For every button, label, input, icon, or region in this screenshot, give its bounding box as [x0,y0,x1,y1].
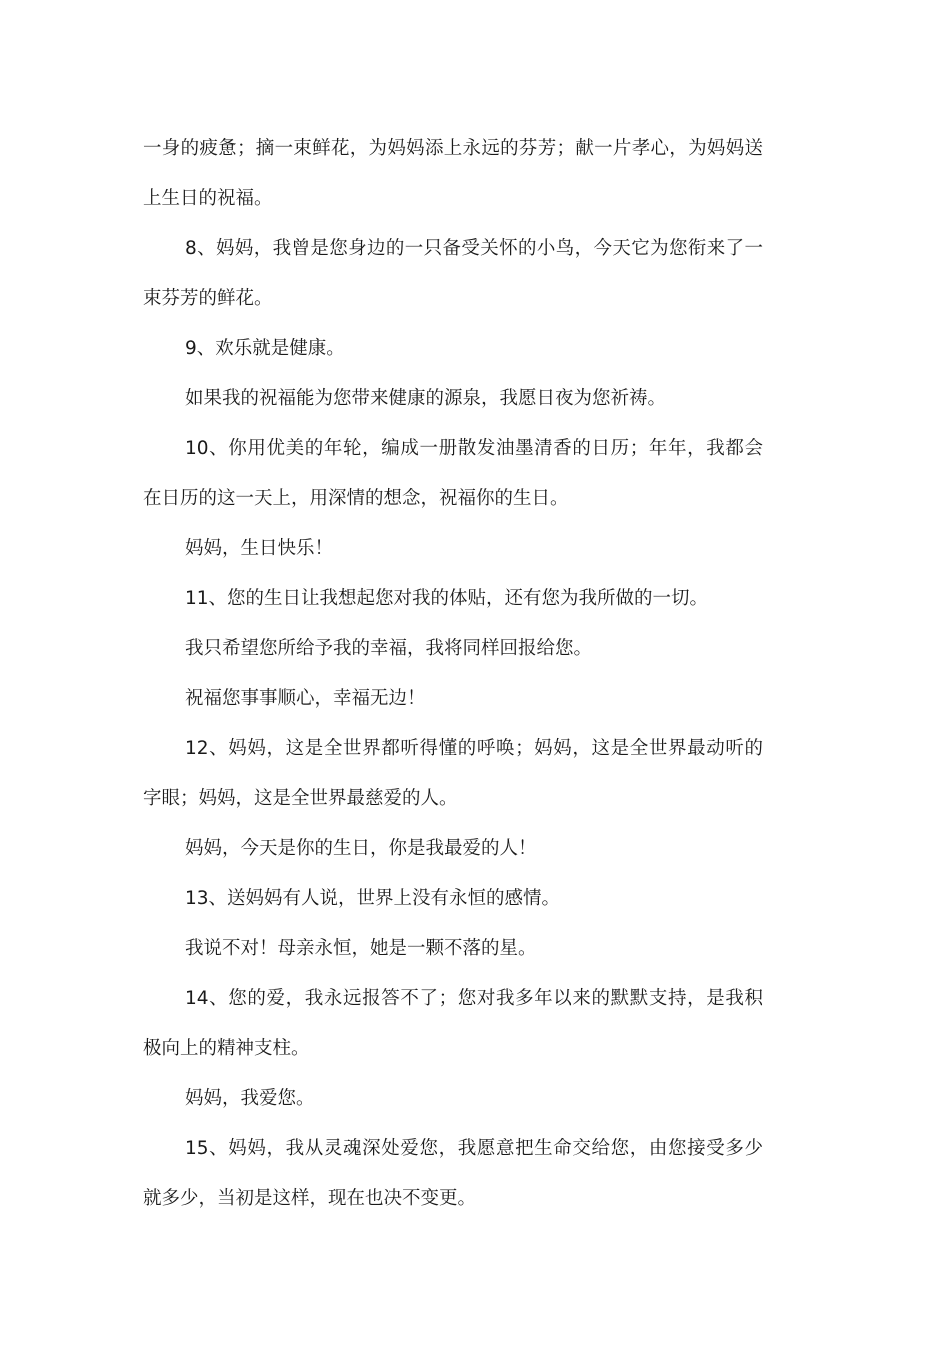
paragraph: 一身的疲惫；摘一束鲜花，为妈妈添上永远的芬芳；献一片孝心，为妈妈送上生日的祝福。 [143,138,763,209]
paragraph: 9、欢乐就是健康。 [185,338,345,359]
paragraph: 妈妈，我爱您。 [185,1088,315,1109]
paragraph: 祝福您事事顺心，幸福无边！ [185,688,426,709]
paragraph: 14、您的爱，我永远报答不了；您对我多年以来的默默支持，是我积极向上的精神支柱。 [143,988,763,1059]
paragraph: 13、送妈妈有人说，世界上没有永恒的感情。 [185,888,561,909]
paragraph: 妈妈，今天是你的生日，你是我最爱的人！ [185,838,537,859]
paragraph: 10、你用优美的年轮，编成一册散发油墨清香的日历；年年，我都会在日历的这一天上，用深情的想念，祝福你的生日。 [143,438,763,509]
paragraph: 8、妈妈，我曾是您身边的一只备受关怀的小鸟，今天它为您衔来了一束芬芳的鲜花。 [143,238,763,309]
paragraph: 12、妈妈，这是全世界都听得懂的呼唤；妈妈，这是全世界最动听的字眼；妈妈，这是全世界最慈爱的人。 [143,738,763,809]
paragraph: 15、妈妈，我从灵魂深处爱您，我愿意把生命交给您，由您接受多少就多少，当初是这样，现在也决不变更。 [143,1138,763,1209]
paragraph: 我说不对！母亲永恒，她是一颗不落的星。 [185,938,537,959]
document-body [143,124,763,1224]
paragraph: 妈妈，生日快乐！ [185,538,334,559]
paragraph: 如果我的祝福能为您带来健康的源泉，我愿日夜为您祈祷。 [185,388,667,409]
paragraph: 我只希望您所给予我的幸福，我将同样回报给您。 [185,638,593,659]
paragraph: 11、您的生日让我想起您对我的体贴，还有您为我所做的一切。 [185,588,709,609]
